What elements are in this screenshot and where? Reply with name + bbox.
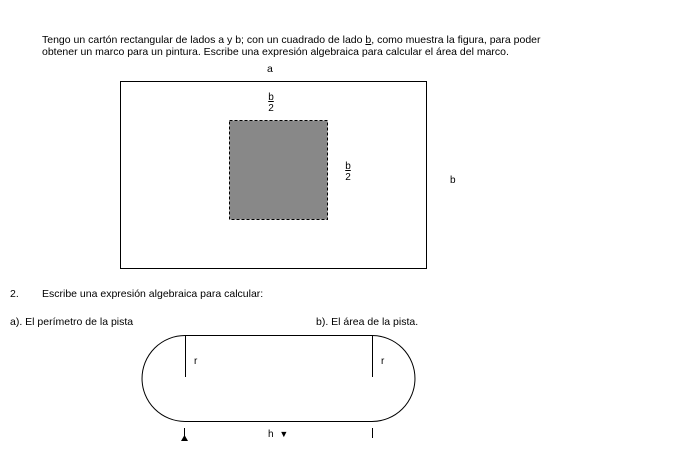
problem1-line2: obtener un marco para un pintura. Escribe una expresión algebraica para calcular el área del marco. xyxy=(42,46,509,58)
fraction-right-numerator: b xyxy=(345,161,351,172)
race-track xyxy=(142,336,415,442)
fraction-right xyxy=(341,161,355,183)
problem2-part-b: b). El área de la pista. xyxy=(316,316,419,328)
label-side-b: b xyxy=(450,175,456,186)
label-side-a: a xyxy=(267,63,273,75)
label-length-h xyxy=(268,428,288,441)
fraction-top xyxy=(264,92,278,114)
track-right-semicircle xyxy=(372,336,415,422)
problem1-line1-underlined: b xyxy=(365,34,372,46)
fraction-right-denominator: 2 xyxy=(345,172,351,183)
fraction-top-numerator: b xyxy=(268,92,274,103)
problem1-line1-part2: , como muestra la figura, para poder xyxy=(371,34,541,46)
problem1-line1-part1: Tengo un cartón rectangular de lados a y b; con un cuadrado de lado xyxy=(42,34,366,46)
fraction-top-denominator: 2 xyxy=(268,103,274,114)
problem2-text: Escribe una expresión algebraica para calcular: xyxy=(42,288,264,300)
problem2-part-a: a). El perímetro de la pista xyxy=(10,316,134,328)
arrow-bottom-left xyxy=(181,435,188,441)
label-radius-right: r xyxy=(381,356,385,367)
problem2-number: 2. xyxy=(10,288,19,300)
h-marker-icon: ▼ xyxy=(279,429,289,439)
cut-square xyxy=(230,121,328,220)
track-left-semicircle xyxy=(142,336,185,422)
label-h-text: h xyxy=(268,429,274,440)
label-radius-left: r xyxy=(194,356,198,367)
